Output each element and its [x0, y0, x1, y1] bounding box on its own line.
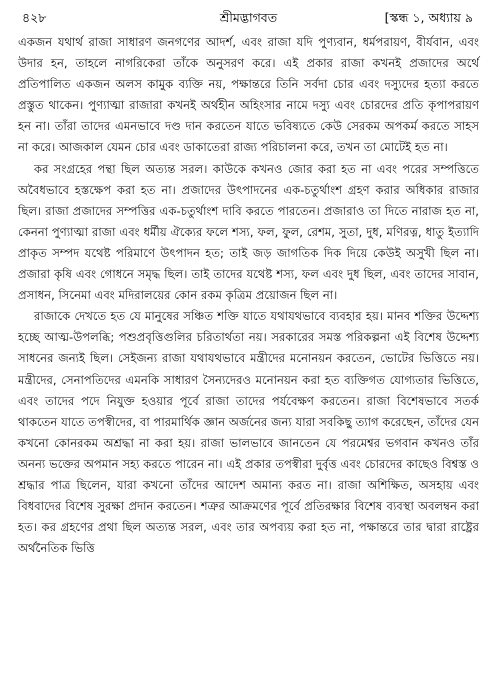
page-header	[18, 6, 479, 32]
paragraph-1: একজন যথার্থ রাজা সাধারণ জনগণের আদর্শ, এবং রাজা যদি পুণ্যবান, ধর্মপরায়ণ, বীর্যবান, এবং উদার হন, তাহলে নাগরিকেরা তাঁকে অনুসরণ করে। এই প্রকার রাজা কখনই প্রজাদের অর্থে প্রতিপালিত একজন অলস কামুক ব্যক্তি নয়, পক্ষান্তরে তিনি সর্বদা চোর এবং দস্যুদের হত্যা করতে প্রস্তুত থাকেন। পুণ্যাত্মা রাজারা কখনই অর্থহীন অহিংসার নামে দস্যু এবং চোরদের প্রতি কৃপাপরায়ণ হন না। তাঁরা তাদের এমনভাবে দণ্ড দান করতেন যাতে ভবিষ্যতে কেউ সেরকম অপকর্ম করতে সাহস না করে। আজকাল যেমন চোর এবং ডাকাতেরা রাজ্য পরিচালনা করে, তখন তা মোটেই হত না।	[18, 35, 479, 155]
page-body	[18, 32, 479, 559]
section-reference: [স্কন্ধ ১, অধ্যায় ৯	[384, 10, 473, 25]
paragraph-2: কর সংগ্রহের পন্থা ছিল অত্যন্ত সরল। কাউকে কখনও জোর করা হত না এবং পরের সম্পত্তিতে অবৈধভাবে হস্তক্ষেপ করা হত না। প্রজাদের উৎপাদনের এক-চতুর্থাংশ গ্রহণ করার অধিকার রাজার ছিল। রাজা প্রজাদের সম্পত্তির এক-চতুর্থাংশ দাবি করতে পারতেন। প্রজারাও তা দিতে নারাজ হত না, কেননা পুণ্যাত্মা রাজা এবং ধর্মীয় ঐক্যের ফলে শস্য, ফল, ফুল, রেশম, সুতা, দুধ, মণিরত্ন, ধাতু ইত্যাদি প্রাকৃত সম্পদ যথেষ্ট পরিমাণে উৎপাদন হত; তাই জড় জাগতিক দিক দিয়ে কেউই অসুখী ছিল না। প্রজারা কৃষি এবং গোধনে সমৃদ্ধ ছিল। তাই তাদের যথেষ্ট শস্য, ফল এবং দুধ ছিল, এবং তাদের সাবান, প্রসাধন, সিনেমা এবং মদিরালয়ের কোন রকম কৃত্রিম প্রয়োজন ছিল না।	[18, 161, 479, 303]
paragraph-3: রাজাকে দেখতে হত যে মানুষের সঞ্চিত শক্তি যাতে যথাযথভাবে ব্যবহার হয়। মানব শক্তির উদ্দেশ্য হচ্ছে আত্ম-উপলব্ধি; পশুপ্রবৃত্তিগুলির চরিতার্থতা নয়। সরকারের সমস্ত পরিকল্পনা এই বিশেষ উদ্দেশ্য সাধনের জন্যই ছিল। সেইজন্য রাজা যথাযথভাবে মন্ত্রীদের মনোনয়ন করতেন, ভোটের ভিত্তিতে নয়। মন্ত্রীদের, সেনাপতিদের এমনকি সাধারণ সৈন্যদেরও মনোনয়ন করা হত ব্যক্তিগত যোগ্যতার ভিত্তিতে, এবং তাদের পদে নিযুক্ত হওয়ার পূর্বে রাজা তাদের পর্যবেক্ষণ করতেন। রাজা বিশেষভাবে সতর্ক থাকতেন যাতে তপস্বীদের, বা পারমার্থিক জ্ঞান অর্জনের জন্য যারা সবকিছু ত্যাগ করেছেন, তাঁদের যেন কখনো কোনরকম অশ্রদ্ধা না করা হয়। রাজা ভালভাবে জানতেন যে পরমেশ্বর ভগবান কখনও তাঁর অনন্য ভক্তের অপমান সহ্য করতে পারেন না। এই প্রকার তপস্বীরা দুর্বৃত্ত এবং চোরদের কাছেও বিশ্বস্ত ও শ্রদ্ধার পাত্র ছিলেন, যারা কখনো তাঁদের আদেশ অমান্য করত না। রাজা অশিক্ষিত, অসহায় এবং বিধবাদের বিশেষ সুরক্ষা প্রদান করতেন। শত্রুর আক্রমণের পূর্বে প্রতিরক্ষার বিশেষ ব্যবস্থা অবলম্বন করা হত। কর গ্রহণের প্রথা ছিল অত্যন্ত সরল, এবং তার অপব্যয় করা হত না, পক্ষান্তরে তার দ্বারা রাষ্ট্রের অর্থনৈতিক ভিত্তি	[18, 309, 479, 556]
page-number: ৪২৮	[22, 10, 47, 25]
book-title: শ্রীমদ্ভাগবত	[219, 10, 278, 25]
